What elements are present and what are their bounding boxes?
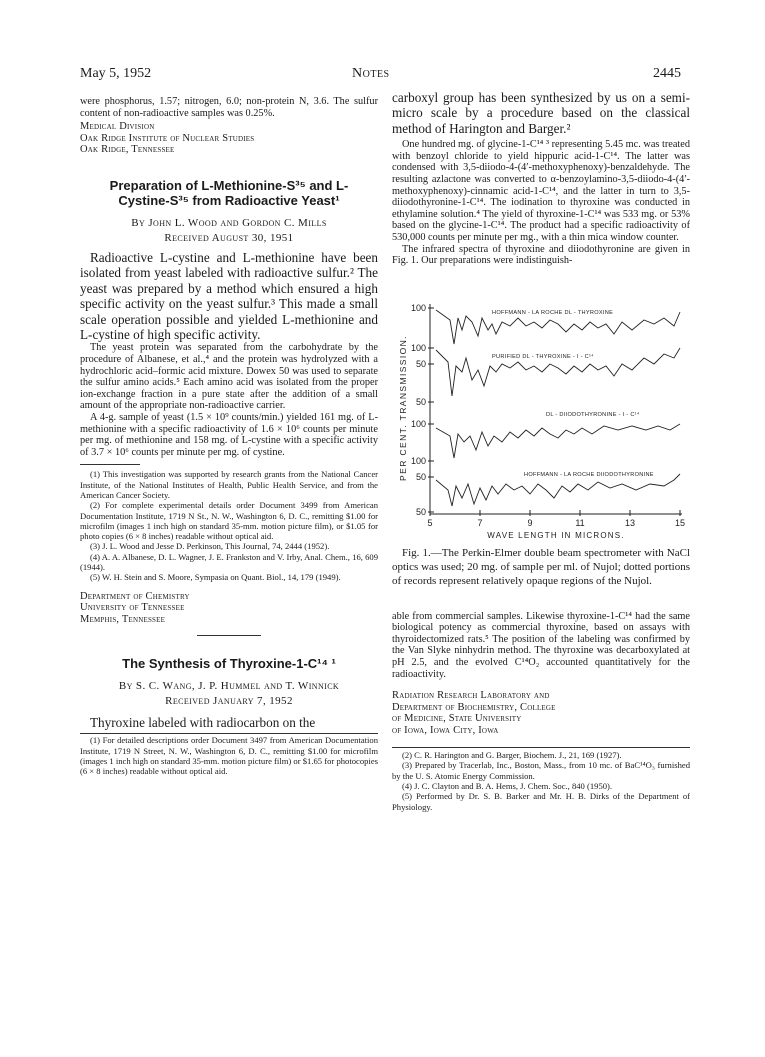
affiliation-line: University of Tennessee [80,602,185,614]
left-column [80,96,378,777]
infrared-spectra-figure [392,300,690,540]
affiliation-line: of Iowa, Iowa City, Iowa [392,724,499,736]
running-section: Notes [352,66,390,81]
y-axis-label: PER CENT. TRANSMISSION. [398,335,408,481]
section-divider [197,635,261,636]
spectrum-trace [436,424,680,458]
article-title: The Synthesis of Thyroxine-1-C¹⁴ ¹ [122,656,336,672]
paragraph: One hundred mg. of glycine-1-C¹⁴ ³ representing 5.45 mc. was treated with benzoyl chloride to yield hippuric acid-1-C¹⁴. The latter was condensed with 3,5-diiodo-4-(4′-methoxyphenoxy)-benzaldehyde. The resulting azlactone was converted to α-benzoylamino-3,5-diiodo-4-(4′-methoxyphenoxy)-cinnamic acid-1-C¹⁴, and the latter in turn to 3,5-diiodothyronine-1-C¹⁴. The iodination to thyroxine was conducted in ethylamine solution.⁴ The yield of thyroxine-1-C¹⁴ was 533 mg. or 53% based on the glycine-1-C¹⁴. The product had a specific radioactivity of 530,000 counts per minute per mg., with a thin mica window counter. [392,139,690,243]
y-tick-label: 50 [415,472,426,482]
footnote: (3) Prepared by Tracerlab, Inc., Boston, Mass., from 10 mc. of BaC¹⁴O₃ furnished by the U. S. Atomic Energy Commission. [392,760,690,781]
received-date: Received August 30, 1951 [164,231,294,244]
footnote-rule [80,464,140,465]
y-tick-label: 50 [415,359,426,369]
article-authors: By S. C. Wang, J. P. Hummel and T. Winnick [118,680,340,693]
spectrum-trace [436,474,680,506]
affiliation [392,690,690,736]
footnote: (4) A. A. Albanese, D. L. Wagner, J. E. Frankston and V. Irby, Anal. Chem., 16, 609 (1944). [80,551,378,573]
affiliation-line: Memphis, Tennessee [80,613,166,625]
right-column [392,90,690,267]
paragraph: able from commercial samples. Likewise thyroxine-1-C¹⁴ had the same biological potency as commercial thyroxine, based on assays with thyroidectomized rats.⁵ The position of the labeling was confirmed by the Van Slyke ninhydrin method. The thyroxine was decarboxylated at pH 2.5, and the evolved C¹⁴O₂ accounted quantitatively for the radioactivity. [392,610,690,680]
footnote: (1) For detailed descriptions order Document 3497 from American Documentation Institute, 1719 N Street, N. W., Washington 6, D. C., remitting $1.00 for microfilm (images 1 inch high on standard 35-mm. motion picture film) or $1.65 for photocopies (6 × 8 inches) readable without optical aid. [80,735,378,777]
paragraph: carboxyl group has been synthesized by us on a semi-micro scale by a procedure based on the classical method of Harington and Barger.² [392,90,690,136]
y-tick-label: 100 [410,419,426,429]
received-date: Received January 7, 1952 [165,695,293,708]
affiliation-line: of Medicine, State University [392,713,522,725]
paragraph: Thyroxine labeled with radiocarbon on the [90,715,316,731]
paragraph: Radioactive L-cystine and L-methionine have been isolated from yeast labeled with radioactive sulfur.² The yeast was prepared by a method which ensured a high specific activity on the yeast sulfur.³ This made a small scale operation possible and yielded L-methionine and L-cystine of high specific activity. [80,249,378,342]
affiliation-line: Department of Chemistry [80,590,190,602]
affiliation-line: Radiation Research Laboratory and [392,690,550,702]
footnote-rule [392,747,690,748]
affiliation [80,591,378,626]
footnote: (4) J. C. Clayton and B. A. Hems, J. Chem. Soc., 840 (1950). [402,781,613,792]
article-title: Preparation of L-Methionine-S³⁵ and L-Cystine-S³⁵ from Radioactive Yeast¹ [109,177,349,208]
affiliation [80,121,378,156]
x-tick-label: 13 [624,518,636,528]
article-authors: By John L. Wood and Gordon C. Mills [131,216,327,229]
affiliation-line: Medical Division [80,121,155,133]
footnote: (1) This investigation was supported by research grants from the National Cancer Institute, of the National Institutes of Health, Public Health Service, and from the American Cancer Society. [80,469,378,500]
affiliation-line: Oak Ridge, Tennessee [80,144,175,156]
spectrum-label: HOFFMANN - LA ROCHE DL - THYROXINE [492,310,614,316]
x-tick-label: 5 [427,518,433,528]
footnote: (2) For complete experimental details order Document 3499 from American Documentation Institute, 1719 N St., N. W., Washington 6, D. C., remitting $1.00 for microfilm (images 1 inch high on standard 35-mm. motion picture film), or $1.05 for photo copies (6 × 8 inches) readable without optical aid. [80,500,378,542]
footnote: (5) W. H. Stein and S. Moore, Sympasia on Quant. Biol., 14, 179 (1949). [90,572,341,583]
paragraph: A 4-g. sample of yeast (1.5 × 10⁹ counts/min.) yielded 161 mg. of L-methionine with a specific radioactivity of 1.6 × 10⁶ counts per minute per mg. of methionine and 158 mg. of L-cystine with a specific activity of 3.7 × 10⁶ counts per minute per mg. of cystine. [80,411,378,458]
spectrum-label: HOFFMANN - LA ROCHE DIIODOTHYRONINE [524,472,654,478]
x-axis-label: WAVE LENGTH IN MICRONS. [487,531,625,540]
page-number: 2445 [653,66,681,81]
x-tick-label: 11 [575,518,585,528]
y-tick-label: 100 [410,456,426,466]
affiliation-line: Oak Ridge Institute of Nuclear Studies [80,132,255,144]
affiliation-line: Department of Biochemistry, College [392,701,556,713]
spectrum-label: DL - DIIODOTHYRONINE - I - C¹⁴ [546,412,640,418]
footnote: (5) Performed by Dr. S. B. Barker and Mr. H. B. Dirks of the Department of Physiology. [392,791,690,812]
paragraph: The yeast protein was separated from the carbohydrate by the procedure of Albanese, et al.,⁴ and the protein was hydrolyzed with a hydrochloric acid–formic acid mixture. Dowex 50 was used to separate the sulfur amino acids.⁵ Each amino acid was isolated from the proper ion-exchange fraction in a pure state after the addition of a small amount of the appropriate non-radioactive carrier. [80,342,378,412]
y-tick-label: 100 [410,343,426,353]
right-column-lower [392,546,690,812]
running-date: May 5, 1952 [80,66,152,81]
footnote: (3) J. L. Wood and Jesse D. Perkinson, This Journal, 74, 2444 (1952). [90,541,330,552]
footnote: (2) C. R. Harington and G. Barger, Biochem. J., 21, 169 (1927). [402,750,622,761]
x-tick-label: 15 [674,518,686,528]
spectrum-label: PURIFIED DL - THYROXINE - I - C¹⁴ [492,354,594,360]
y-tick-label: 50 [415,397,426,407]
footnote-rule [80,733,378,734]
y-tick-label: 50 [415,507,426,517]
x-tick-label: 9 [527,518,533,528]
y-tick-label: 100 [410,303,426,313]
figure-caption: Fig. 1.—The Perkin-Elmer double beam spectrometer with NaCl optics was used; 20 mg. of sample per ml. of Nujol; dotted portions of records represent relatively opaque regions of the Nujol. [392,547,690,588]
x-tick-label: 7 [477,518,483,528]
paragraph: The infrared spectra of thyroxine and diiodothyronine are given in Fig. 1. Our preparations were indistinguish- [392,243,690,267]
paragraph: were phosphorus, 1.57; nitrogen, 6.0; non-protein N, 3.6. The sulfur content of non-radioactive samples was 0.25%. [80,96,378,119]
